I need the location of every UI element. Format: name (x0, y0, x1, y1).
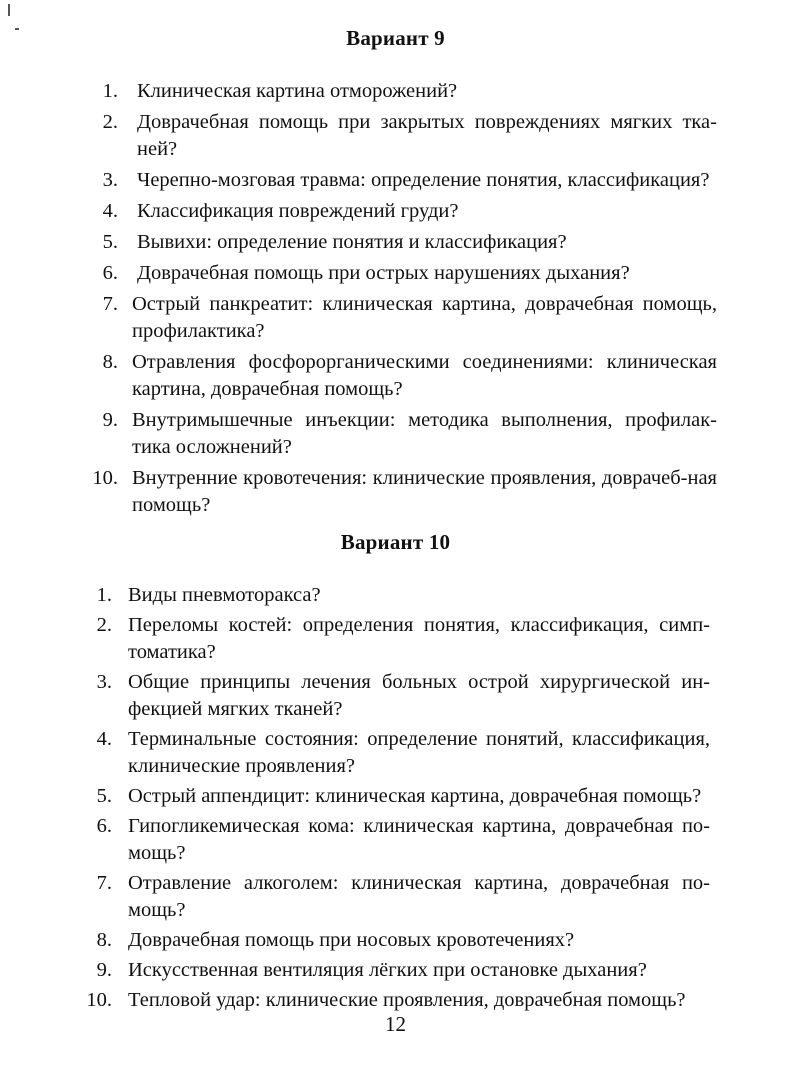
list-item (0, 726, 791, 780)
question-number: 6. (102, 262, 118, 284)
question-text: Внутримышечные инъекции: методика выполнения, профилак-тика осложнений? (132, 409, 717, 458)
question-number: 4. (96, 728, 112, 750)
question-number: 3. (96, 671, 112, 693)
question-number: 8. (102, 351, 118, 373)
question-number: 3. (102, 169, 118, 191)
question-number: 1. (102, 80, 118, 102)
question-text: Внутренние кровотечения: клинические проявления, доврачеб-ная помощь? (132, 467, 717, 516)
question-text: Отравления фосфорорганическими соединениями: клиническая картина, доврачебная помощь? (132, 351, 717, 400)
question-number: 4. (102, 200, 118, 222)
question-text: Терминальные состояния: определение понятий, классификация, клинические проявления? (128, 728, 710, 777)
question-number: 8. (96, 929, 112, 951)
variant-9-title: Вариант 9 (346, 26, 445, 50)
list-item (0, 349, 791, 403)
question-number: 6. (96, 815, 112, 837)
scan-speck (8, 4, 10, 16)
list-item (0, 957, 791, 984)
question-text: Доврачебная помощь при носовых кровотечениях? (128, 929, 575, 951)
list-item (0, 669, 791, 723)
list-item (0, 987, 791, 1014)
question-text: Классификация повреждений груди? (137, 200, 459, 222)
question-text: Доврачебная помощь при острых нарушениях дыхания? (137, 262, 630, 284)
question-text: Отравление алкоголем: клиническая картина, доврачебная по-мощь? (128, 872, 710, 921)
question-number: 7. (102, 293, 118, 315)
list-item (0, 870, 791, 924)
question-text: Гипогликемическая кома: клиническая картина, доврачебная по-мощь? (128, 815, 710, 864)
question-text: Переломы костей: определения понятия, классификация, симп-томатика? (128, 614, 710, 663)
question-text: Общие принципы лечения больных острой хирургической ин-фекцией мягких тканей? (128, 671, 710, 720)
list-item (0, 612, 791, 666)
variant-10-question-list (0, 582, 791, 1017)
list-item (0, 291, 791, 345)
list-item (0, 783, 791, 810)
question-text: Острый аппендицит: клиническая картина, доврачебная помощь? (128, 785, 702, 807)
question-text: Клиническая картина отморожений? (137, 80, 458, 102)
question-number: 2. (96, 614, 112, 636)
list-item (0, 407, 791, 461)
list-item (0, 927, 791, 954)
question-text: Искусственная вентиляция лёгких при остановке дыхания? (128, 959, 647, 981)
question-number: 1. (96, 584, 112, 606)
list-item (0, 198, 791, 225)
question-text: Тепловой удар: клинические проявления, доврачебная помощь? (128, 989, 686, 1011)
variant-10-title: Вариант 10 (340, 530, 451, 554)
question-number: 10. (86, 989, 112, 1011)
question-number: 7. (96, 872, 112, 894)
question-number: 9. (96, 959, 112, 981)
question-text: Виды пневмоторакса? (128, 584, 321, 606)
variant-9-question-list (0, 78, 791, 523)
list-item (0, 582, 791, 609)
question-number: 5. (96, 785, 112, 807)
list-item (0, 229, 791, 256)
question-number: 10. (92, 467, 118, 489)
list-item (0, 260, 791, 287)
list-item (0, 109, 791, 163)
question-text: Острый панкреатит: клиническая картина, доврачебная помощь, профилактика? (132, 293, 717, 342)
list-item (0, 465, 791, 519)
page-number: 12 (385, 1012, 406, 1036)
list-item (0, 167, 791, 194)
question-number: 5. (102, 231, 118, 253)
question-text: Доврачебная помощь при закрытых повреждениях мягких тка-ней? (137, 111, 717, 160)
list-item (0, 78, 791, 105)
question-text: Вывихи: определение понятия и классификация? (137, 231, 567, 253)
question-number: 2. (102, 111, 118, 133)
question-number: 9. (102, 409, 118, 431)
question-text: Черепно-мозговая травма: определение понятия, классификация? (137, 169, 710, 191)
list-item (0, 813, 791, 867)
